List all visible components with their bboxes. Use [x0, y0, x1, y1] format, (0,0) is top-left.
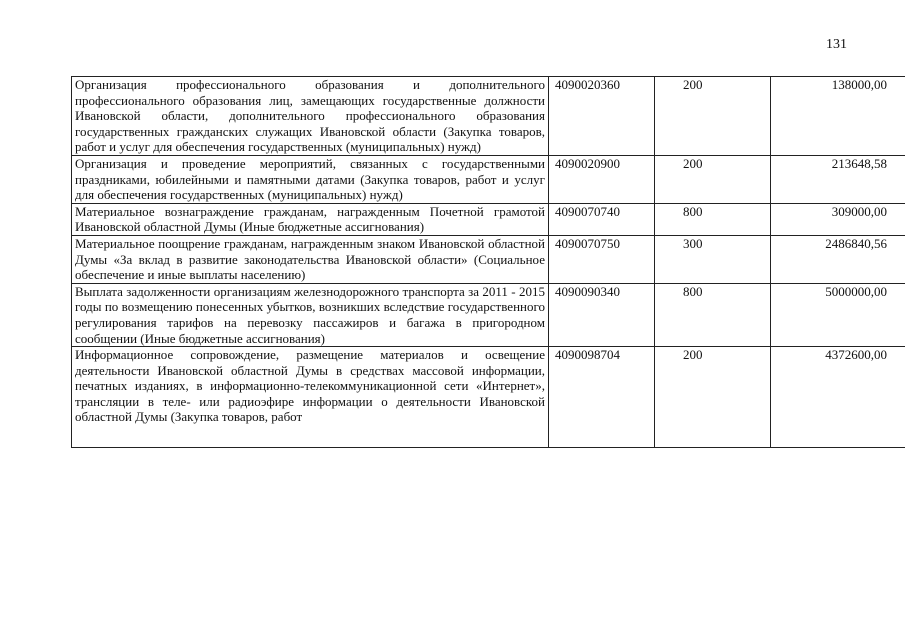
row-expense-type: 200 — [655, 347, 771, 448]
row-description: Организация и проведение мероприятий, связанных с государственными праздниками, юбилейными и памятными датами (Закупка товаров, работ и услуг для обеспечения государственных (муниципальных) нужд) — [72, 155, 549, 203]
table-row — [72, 283, 905, 346]
row-amount: 4372600,00 — [771, 347, 905, 448]
row-target-code: 4090020360 — [549, 77, 655, 156]
row-amount: 5000000,00 — [771, 283, 905, 346]
table-row — [72, 77, 905, 156]
row-description: Материальное вознаграждение гражданам, награжденным Почетной грамотой Ивановской областной Думы (Иные бюджетные ассигнования) — [72, 203, 549, 235]
row-amount: 138000,00 — [771, 77, 905, 156]
row-description: Выплата задолженности организациям железнодорожного транспорта за 2011 - 2015 годы по возмещению понесенных убытков, возникших вследствие государственного регулирования тарифов на перевозку пассажиров и багажа в пригородном сообщении (Иные бюджетные ассигнования) — [72, 283, 549, 346]
row-expense-type: 800 — [655, 283, 771, 346]
table-row — [72, 347, 905, 448]
row-target-code: 4090070750 — [549, 235, 655, 283]
row-amount: 213648,58 — [771, 155, 905, 203]
row-expense-type: 200 — [655, 155, 771, 203]
row-description: Информационное сопровождение, размещение материалов и освещение деятельности Ивановской областной Думы в средствах массовой информации, печатных изданиях, в информационно-телекоммуникационной сети «Интернет», трансляции в теле- или радиоэфире информации о деятельности Ивановской областной Думы (Закупка товаров, работ — [72, 347, 549, 448]
row-amount: 309000,00 — [771, 203, 905, 235]
budget-table — [71, 76, 905, 448]
row-description: Организация профессионального образования и дополнительного профессионального образования лиц, замещающих государственные должности Ивановской области, дополнительного профессионального образования государственных гражданских служащих Ивановской области (Закупка товаров, работ и услуг для обеспечения государственных (муниципальных) нужд) — [72, 77, 549, 156]
row-target-code: 4090020900 — [549, 155, 655, 203]
row-target-code: 4090098704 — [549, 347, 655, 448]
table-row — [72, 155, 905, 203]
row-expense-type: 300 — [655, 235, 771, 283]
row-expense-type: 800 — [655, 203, 771, 235]
row-expense-type: 200 — [655, 77, 771, 156]
page-number: 131 — [826, 37, 847, 52]
row-amount: 2486840,56 — [771, 235, 905, 283]
table-row — [72, 235, 905, 283]
row-target-code: 4090070740 — [549, 203, 655, 235]
table-row — [72, 203, 905, 235]
row-description: Материальное поощрение гражданам, награжденным знаком Ивановской областной Думы «За вклад в развитие законодательства Ивановской области» (Социальное обеспечение и иные выплаты населению) — [72, 235, 549, 283]
row-target-code: 4090090340 — [549, 283, 655, 346]
